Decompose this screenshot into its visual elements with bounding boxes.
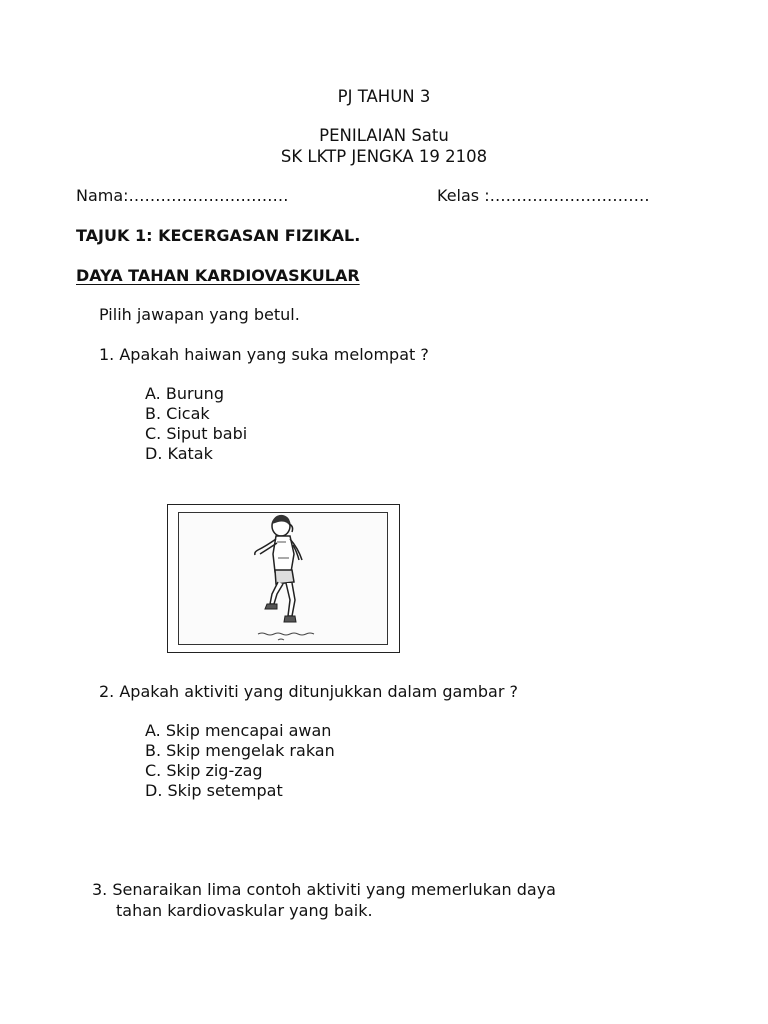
q1-option-c: C. Siput babi	[145, 424, 248, 443]
q2-option-b: B. Skip mengelak rakan	[145, 741, 335, 760]
class-field: Kelas :…………………………	[437, 186, 650, 205]
name-field: Nama:…………………………	[76, 186, 289, 205]
question-1: 1. Apakah haiwan yang suka melompat ?	[99, 345, 429, 364]
q1-option-d: D. Katak	[145, 444, 213, 463]
question-3-line-1: 3. Senaraikan lima contoh aktiviti yang memerlukan daya	[92, 880, 556, 899]
q1-option-b: B. Cicak	[145, 404, 210, 423]
assessment-title: PENILAIAN Satu	[319, 126, 449, 145]
q2-option-d: D. Skip setempat	[145, 781, 283, 800]
subject-title: PJ TAHUN 3	[337, 87, 431, 106]
q1-option-a: A. Burung	[145, 384, 224, 403]
q2-option-a: A. Skip mencapai awan	[145, 721, 332, 740]
skipping-child-illustration-icon	[178, 512, 388, 645]
instruction-text: Pilih jawapan yang betul.	[99, 305, 300, 324]
question-3-line-2: tahan kardiovaskular yang baik.	[116, 901, 373, 920]
topic-title: TAJUK 1: KECERGASAN FIZIKAL.	[76, 226, 361, 245]
q2-option-c: C. Skip zig-zag	[145, 761, 263, 780]
section-title: DAYA TAHAN KARDIOVASKULAR	[76, 266, 360, 285]
school-title: SK LKTP JENGKA 19 2108	[280, 147, 488, 166]
question-2: 2. Apakah aktiviti yang ditunjukkan dalam gambar ?	[99, 682, 519, 701]
